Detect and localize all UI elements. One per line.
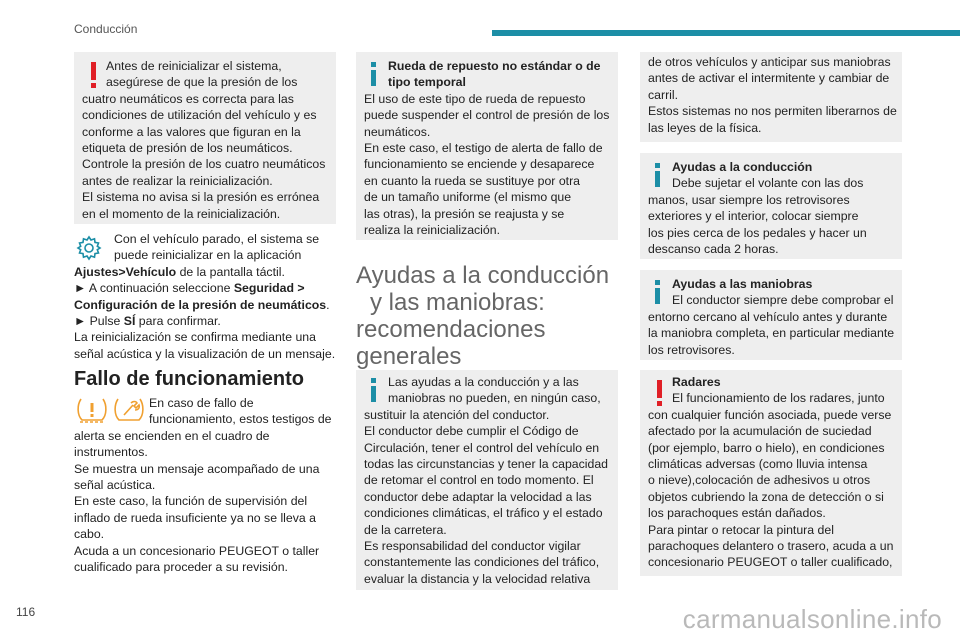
reset-line: puede reinicializar en la aplicación (114, 248, 302, 263)
spare-line: funcionamiento se enciende y desaparece (364, 157, 595, 172)
manoeuvre-line: entorno cercano al vehículo antes y durante (648, 309, 888, 324)
malfunction-line: instrumentos. (74, 445, 148, 460)
warning-line: El sistema no avisa si la presión es errónea (82, 190, 320, 205)
radar-title: Radares (672, 375, 721, 389)
info-box-continued (640, 52, 902, 142)
malfunction-line: En este caso, la función de supervisión del (74, 494, 308, 509)
warning-line: cuatro neumáticos es correcta para las (82, 91, 294, 106)
spare-line: El uso de este tipo de rueda de repuesto (364, 91, 586, 106)
reset-line: Con el vehículo parado, el sistema se (114, 232, 320, 246)
menu-path: Configuración de la presión de neumáticos (74, 297, 327, 312)
radar-line: El funcionamiento de los radares, junto (672, 391, 885, 406)
radar-line: climáticas adversas (como lluvia intensa (648, 457, 868, 472)
manoeuvre-line: El conductor siempre debe comprobar el (672, 293, 894, 308)
warning-line: conforme a las valores que figuran en la (82, 124, 301, 139)
reset-text: de la pantalla táctil. (176, 264, 285, 279)
malfunction-heading: Fallo de funcionamiento (74, 368, 305, 390)
section-title-line: generales (356, 343, 462, 370)
confirm-label: SÍ (123, 314, 136, 329)
malfunction-line: cabo. (74, 527, 105, 542)
section-title-line: Ayudas a la conducción (356, 262, 610, 289)
aids-line: conductor debe adaptar la velocidad a las (364, 489, 592, 504)
warning-line: condiciones de utilización del vehículo y es (82, 108, 317, 123)
spare-title: tipo temporal (388, 75, 466, 90)
spare-line: las otras), la presión se reajusta y se (364, 206, 565, 221)
manoeuvre-line: la maniobra completa, en particular mediante (648, 326, 895, 341)
page-number: 116 (16, 605, 36, 619)
malfunction-line: En caso de fallo de (149, 396, 254, 410)
malfunction-line: señal acústica. (74, 478, 156, 493)
malfunction-line: alerta se encienden en el cuadro de (74, 428, 270, 443)
radar-line: Para pintar o retocar la pintura del (648, 522, 834, 537)
radar-line: con cualquier función asociada, puede verse (648, 407, 892, 422)
reset-text: . (326, 297, 330, 312)
malfunction-line: Se muestra un mensaje acompañado de una (74, 461, 320, 476)
spare-line: de un tamaño uniforme (el mismo que (364, 190, 572, 205)
driving-line: descanso cada 2 horas. (648, 242, 779, 257)
warning-line: Controle la presión de los cuatro neumáticos (82, 157, 326, 172)
aids-line: de la carretera. (364, 522, 447, 537)
warning-line: etiqueta de presión de los neumáticos. (82, 141, 293, 156)
malfunction-line: inflado de rueda insuficiente ya no se lleva a (74, 510, 316, 525)
menu-path: Seguridad > (233, 281, 305, 296)
reset-line: La reinicialización se confirma mediante una (74, 330, 316, 345)
warning-line: asegúrese de que la presión de los (106, 75, 298, 90)
malfunction-text (74, 395, 344, 575)
reset-text: para confirmar. (135, 314, 221, 329)
cont-line: antes de activar el intermitente y cambiar de (648, 71, 890, 86)
section-title-driving-aids (356, 262, 626, 370)
spare-line: en cuanto la rueda se sustituye por otra (364, 173, 581, 188)
aids-line: sustituir la atención del conductor. (364, 407, 550, 422)
radar-line: o nieve),colocación de adhesivos u otros (648, 473, 871, 488)
cont-line: Estos sistemas no nos permiten liberarnos de (648, 104, 897, 119)
spare-line: neumáticos. (364, 124, 431, 139)
reset-instructions (74, 231, 344, 362)
section-title-line: y las maniobras: (370, 289, 545, 316)
aids-line: Las ayudas a la conducción y a las (388, 375, 579, 389)
malfunction-line: funcionamiento, estos testigos de (149, 412, 332, 427)
cont-line: de otros vehículos y anticipar sus maniobras (648, 55, 891, 69)
warning-box-reset (74, 52, 336, 224)
warning-line: en el momento de la reinicialización. (82, 206, 281, 221)
spare-line: puede suspender el control de presión de los (364, 108, 610, 123)
menu-path: Ajustes>Vehículo (74, 264, 177, 279)
section-title-line: recomendaciones (356, 316, 546, 343)
driving-line: Debe sujetar el volante con las dos (672, 176, 864, 191)
driving-line: exteriores y el interior, colocar siempre (648, 209, 859, 224)
info-box-driving (640, 153, 902, 259)
manoeuvre-line: los retrovisores. (648, 342, 735, 357)
aids-line: maniobras no pueden, en ningún caso, (388, 391, 601, 406)
driving-line: manos, usar siempre los retrovisores (648, 192, 850, 207)
spare-line: realiza la reinicialización. (364, 223, 501, 238)
watermark: carmanualsonline.info (682, 604, 942, 634)
warning-line: Antes de reinicializar el sistema, (106, 59, 282, 73)
manoeuvre-title: Ayudas a las maniobras (672, 277, 813, 291)
aids-line: El conductor debe cumplir el Código de (364, 424, 579, 439)
reset-line (74, 313, 344, 329)
running-header: Conducción (74, 22, 138, 36)
radar-line: los parachoques están dañados. (648, 506, 826, 521)
spare-line: En este caso, el testigo de alerta de fallo de (364, 141, 603, 156)
info-box-manoeuvres (640, 270, 902, 360)
cont-line: carril. (648, 87, 679, 102)
driving-title: Ayudas a la conducción (672, 160, 813, 174)
info-box-driving-aids (356, 370, 618, 590)
spare-title: Rueda de repuesto no estándar o de (388, 59, 601, 73)
radar-line: afectado por la acumulación de suciedad (648, 424, 872, 439)
aids-line: evaluar la distancia y la velocidad relativa (364, 571, 591, 586)
malfunction-line: Acuda a un concesionario PEUGEOT o taller (74, 543, 320, 558)
warning-box-radars (640, 370, 902, 576)
radar-line: objetos cubriendo la zona de detección o si (648, 489, 884, 504)
reset-line: señal acústica y la visualización de un mensaje. (74, 346, 336, 361)
reset-line (74, 280, 344, 296)
malfunction-line: cualificado para proceder a su revisión. (74, 560, 288, 575)
reset-text: ► Pulse (74, 314, 124, 329)
reset-text: ► A continuación seleccione (74, 281, 234, 296)
radar-line: concesionario PEUGEOT o taller cualificado, (648, 555, 893, 570)
reset-line (74, 264, 344, 280)
aids-line: Circulación, tener el control del vehículo en (364, 440, 600, 455)
aids-line: constantemente las condiciones del tráfico, (364, 555, 600, 570)
driving-line: los pies cerca de los pedales y hacer un (648, 225, 867, 240)
aids-line: Es responsabilidad del conductor vigilar (364, 539, 581, 554)
header-accent-bar (492, 30, 960, 36)
aids-line: todas las circunstancias y tener la capacidad (364, 457, 609, 472)
info-box-spare-wheel (356, 52, 618, 240)
aids-line: condiciones climáticas, el tráfico y el estado (364, 506, 603, 521)
aids-line: de retomar el control en todo momento. El (364, 473, 594, 488)
radar-line: (por ejemplo, barro o hielo), en condiciones (648, 440, 885, 455)
cont-line: las leyes de la física. (648, 120, 762, 135)
radar-line: parachoques delantero o trasero, acuda a un (648, 539, 894, 554)
reset-line (74, 297, 344, 313)
warning-line: antes de realizar la reinicialización. (82, 173, 273, 188)
